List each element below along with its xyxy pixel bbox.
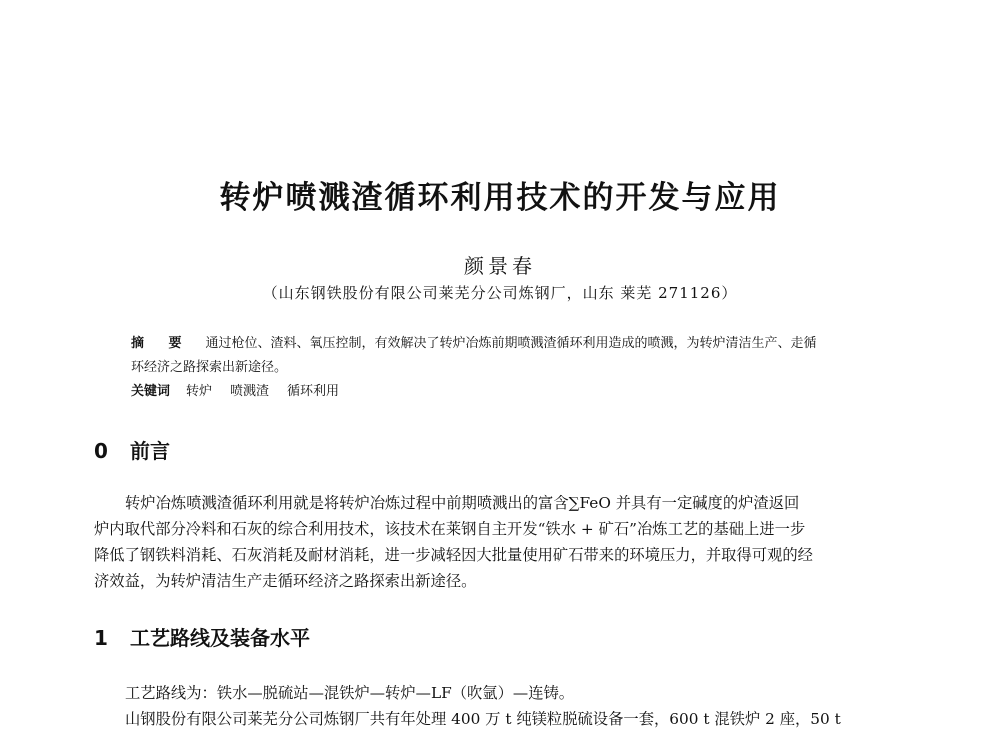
paragraph-line: 济效益，为转炉清洁生产走循环经济之路探索出新途径。 — [94, 572, 477, 590]
author-name: 颜景春 — [464, 254, 536, 278]
abstract-label: 摘 要 — [131, 336, 192, 351]
keywords-label: 关键词 — [131, 384, 171, 399]
section-number: 1 — [94, 626, 108, 650]
section-title: 前言 — [130, 439, 170, 463]
paragraph-line: 山钢股份有限公司莱芜分公司炼钢厂共有年处理 400 万 t 纯镁粒脱硫设备一套，600 t 混铁炉 2 座，50 t — [125, 710, 841, 728]
paragraph-line: 降低了钢铁料消耗、石灰消耗及耐材消耗，进一步减轻因大批量使用矿石带来的环境压力，并取得可观的经 — [94, 546, 813, 564]
section-number: 0 — [94, 439, 108, 463]
keyword-item: 转炉 — [186, 384, 213, 399]
abstract-text-1: 通过枪位、渣料、氧压控制，有效解决了转炉冶炼前期喷溅渣循环利用造成的喷溅，为转炉清洁生产、走循 — [205, 336, 817, 351]
keyword-item: 循环利用 — [287, 384, 340, 399]
section-0-paragraph — [94, 490, 906, 594]
section-heading-1 — [94, 622, 310, 651]
paragraph-line: 工艺路线为：铁水—脱硫站—混铁炉—转炉—LF（吹氩）—连铸。 — [125, 684, 575, 702]
paragraph-line: 转炉冶炼喷溅渣循环利用就是将转炉冶炼过程中前期喷溅出的富含∑FeO 并具有一定碱度的炉渣返回 — [125, 494, 800, 512]
abstract-line-2 — [131, 356, 871, 380]
abstract-line-1 — [131, 332, 871, 356]
section-title: 工艺路线及装备水平 — [130, 626, 310, 650]
keywords-line — [131, 380, 871, 404]
section-1-paragraph — [94, 680, 906, 732]
abstract-block — [131, 332, 871, 404]
paper-title: 转炉喷溅渣循环利用技术的开发与应用 — [219, 180, 781, 216]
abstract-text-2: 环经济之路探索出新途径。 — [131, 360, 288, 375]
section-heading-0 — [94, 435, 170, 464]
paragraph-line: 炉内取代部分冷料和石灰的综合利用技术，该技术在莱钢自主开发“铁水 + 矿石”冶炼工艺的基础上进一步 — [94, 520, 806, 538]
author-affiliation: （山东钢铁股份有限公司莱芜分公司炼钢厂，山东 莱芜 271126） — [262, 284, 738, 302]
keyword-item: 喷溅渣 — [230, 384, 270, 399]
